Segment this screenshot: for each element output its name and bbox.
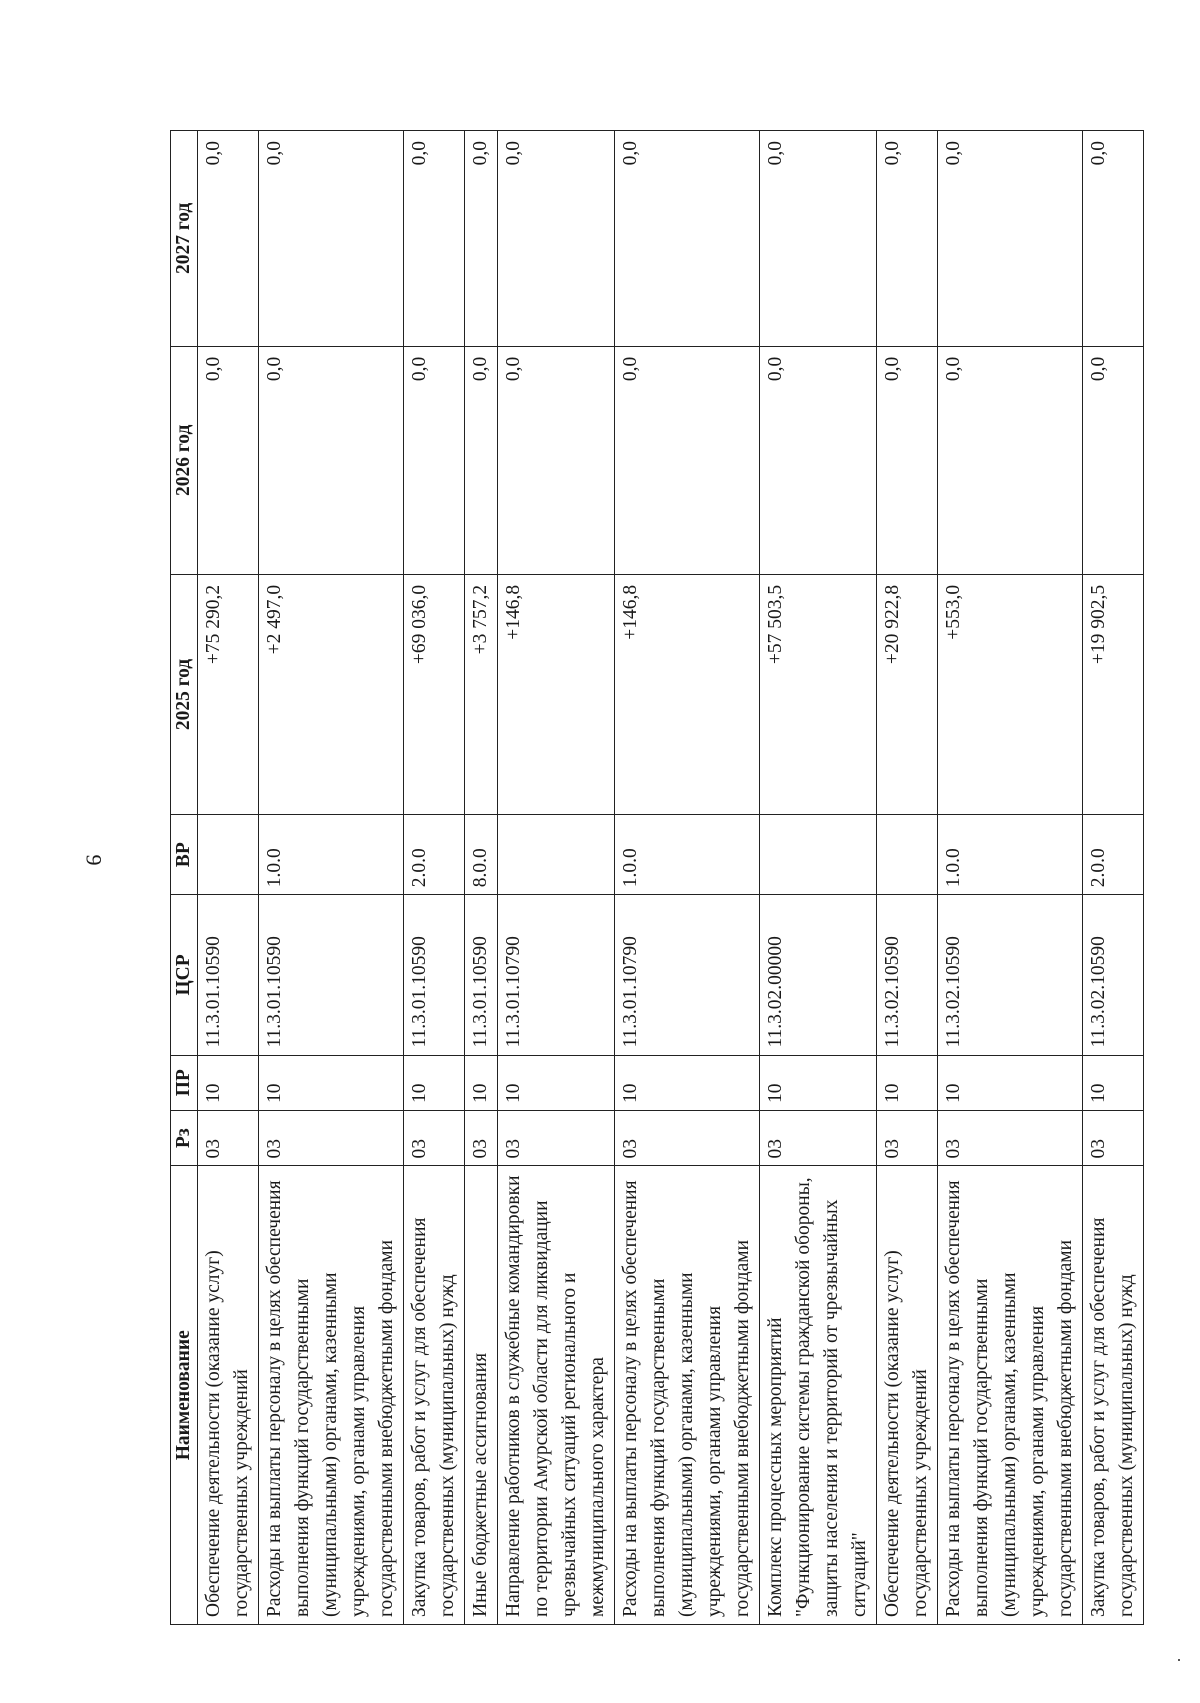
cell-2027: 0,0	[259, 131, 404, 347]
cell-2026: 0,0	[498, 346, 615, 574]
header-rz: Рз	[171, 1110, 198, 1165]
table-row	[615, 131, 760, 1625]
cell-vr	[877, 815, 938, 895]
cell-name: Иные бюджетные ассигнования	[465, 1166, 498, 1625]
cell-2027: 0,0	[465, 131, 498, 347]
header-2026: 2026 год	[171, 346, 198, 574]
cell-vr	[198, 815, 259, 895]
cell-name: Направление работников в служебные командировки по территории Амурской области для ликвидации чрезвычайных ситуаций регионального и межмуниципального характера	[498, 1166, 615, 1625]
cell-name: Расходы на выплаты персоналу в целях обеспечения выполнения функций государственными (муниципальными) органами, казенными учреждениями, органами управления государственными внебюджетными фондами	[938, 1166, 1083, 1625]
header-2025: 2025 год	[171, 574, 198, 814]
cell-csr: 11.3.02.10590	[1083, 895, 1144, 1055]
cell-2025: +69 036,0	[404, 574, 465, 814]
cell-csr: 11.3.02.00000	[760, 895, 877, 1055]
cell-pr: 10	[938, 1055, 1083, 1110]
table-row	[877, 131, 938, 1625]
cell-csr: 11.3.01.10590	[465, 895, 498, 1055]
cell-2027: 0,0	[404, 131, 465, 347]
cell-2025: +553,0	[938, 574, 1083, 814]
cell-pr: 10	[259, 1055, 404, 1110]
budget-table	[170, 130, 1144, 1625]
cell-2025: +2 497,0	[259, 574, 404, 814]
cell-pr: 10	[404, 1055, 465, 1110]
cell-name: Расходы на выплаты персоналу в целях обеспечения выполнения функций государственными (муниципальными) органами, казенными учреждениями, органами управления государственными внебюджетными фондами	[259, 1166, 404, 1625]
cell-2025: +19 902,5	[1083, 574, 1144, 814]
cell-pr: 10	[877, 1055, 938, 1110]
cell-pr: 10	[198, 1055, 259, 1110]
cell-rz: 03	[760, 1110, 877, 1165]
cell-vr	[498, 815, 615, 895]
cell-rz: 03	[404, 1110, 465, 1165]
cell-2025: +3 757,2	[465, 574, 498, 814]
cell-rz: 03	[877, 1110, 938, 1165]
scan-speck	[1178, 1659, 1180, 1661]
cell-2027: 0,0	[1083, 131, 1144, 347]
cell-csr: 11.3.01.10590	[198, 895, 259, 1055]
cell-2026: 0,0	[404, 346, 465, 574]
cell-2026: 0,0	[760, 346, 877, 574]
cell-2025: +57 503,5	[760, 574, 877, 814]
cell-2027: 0,0	[198, 131, 259, 347]
cell-rz: 03	[498, 1110, 615, 1165]
table-row	[404, 131, 465, 1625]
cell-2026: 0,0	[198, 346, 259, 574]
header-2027: 2027 год	[171, 131, 198, 347]
cell-csr: 11.3.01.10590	[259, 895, 404, 1055]
cell-name: Закупка товаров, работ и услуг для обеспечения государственных (муниципальных) нужд	[1083, 1166, 1144, 1625]
cell-2027: 0,0	[877, 131, 938, 347]
cell-2025: +146,8	[615, 574, 760, 814]
cell-2027: 0,0	[498, 131, 615, 347]
cell-vr	[760, 815, 877, 895]
header-name: Наименование	[171, 1166, 198, 1625]
cell-rz: 03	[259, 1110, 404, 1165]
table-header-row	[171, 131, 198, 1625]
header-pr: ПР	[171, 1055, 198, 1110]
cell-2026: 0,0	[615, 346, 760, 574]
table-row	[259, 131, 404, 1625]
cell-vr: 1.0.0	[615, 815, 760, 895]
cell-rz: 03	[198, 1110, 259, 1165]
cell-csr: 11.3.02.10590	[877, 895, 938, 1055]
cell-2027: 0,0	[760, 131, 877, 347]
cell-vr: 2.0.0	[404, 815, 465, 895]
table-row	[198, 131, 259, 1625]
header-vr: ВР	[171, 815, 198, 895]
table-row	[938, 131, 1083, 1625]
cell-rz: 03	[1083, 1110, 1144, 1165]
cell-vr: 1.0.0	[259, 815, 404, 895]
cell-name: Закупка товаров, работ и услуг для обеспечения государственных (муниципальных) нужд	[404, 1166, 465, 1625]
cell-pr: 10	[498, 1055, 615, 1110]
cell-2027: 0,0	[938, 131, 1083, 347]
cell-pr: 10	[760, 1055, 877, 1110]
cell-2025: +20 922,8	[877, 574, 938, 814]
table-row	[760, 131, 877, 1625]
cell-name: Расходы на выплаты персоналу в целях обеспечения выполнения функций государственными (муниципальными) органами, казенными учреждениями, органами управления государственными внебюджетными фондами	[615, 1166, 760, 1625]
cell-2027: 0,0	[615, 131, 760, 347]
cell-pr: 10	[1083, 1055, 1144, 1110]
cell-2026: 0,0	[259, 346, 404, 574]
header-csr: ЦСР	[171, 895, 198, 1055]
cell-rz: 03	[615, 1110, 760, 1165]
cell-rz: 03	[938, 1110, 1083, 1165]
cell-rz: 03	[465, 1110, 498, 1165]
cell-name: Обеспечение деятельности (оказание услуг) государственных учреждений	[877, 1166, 938, 1625]
cell-2026: 0,0	[877, 346, 938, 574]
cell-2026: 0,0	[1083, 346, 1144, 574]
cell-vr: 2.0.0	[1083, 815, 1144, 895]
cell-pr: 10	[465, 1055, 498, 1110]
cell-csr: 11.3.01.10790	[615, 895, 760, 1055]
cell-csr: 11.3.01.10790	[498, 895, 615, 1055]
table-row	[498, 131, 615, 1625]
cell-csr: 11.3.02.10590	[938, 895, 1083, 1055]
cell-2026: 0,0	[465, 346, 498, 574]
table-row	[465, 131, 498, 1625]
cell-name: Комплекс процессных мероприятий "Функционирование системы гражданской обороны, защиты населения и территорий от чрезвычайных ситуаций"	[760, 1166, 877, 1625]
cell-pr: 10	[615, 1055, 760, 1110]
cell-vr: 1.0.0	[938, 815, 1083, 895]
cell-2026: 0,0	[938, 346, 1083, 574]
cell-2025: +75 290,2	[198, 574, 259, 814]
page-number: 9	[81, 854, 107, 866]
table-row	[1083, 131, 1144, 1625]
cell-csr: 11.3.01.10590	[404, 895, 465, 1055]
cell-name: Обеспечение деятельности (оказание услуг) государственных учреждений	[198, 1166, 259, 1625]
cell-2025: +146,8	[498, 574, 615, 814]
rotated-table-container	[170, 130, 1137, 1625]
cell-vr: 8.0.0	[465, 815, 498, 895]
